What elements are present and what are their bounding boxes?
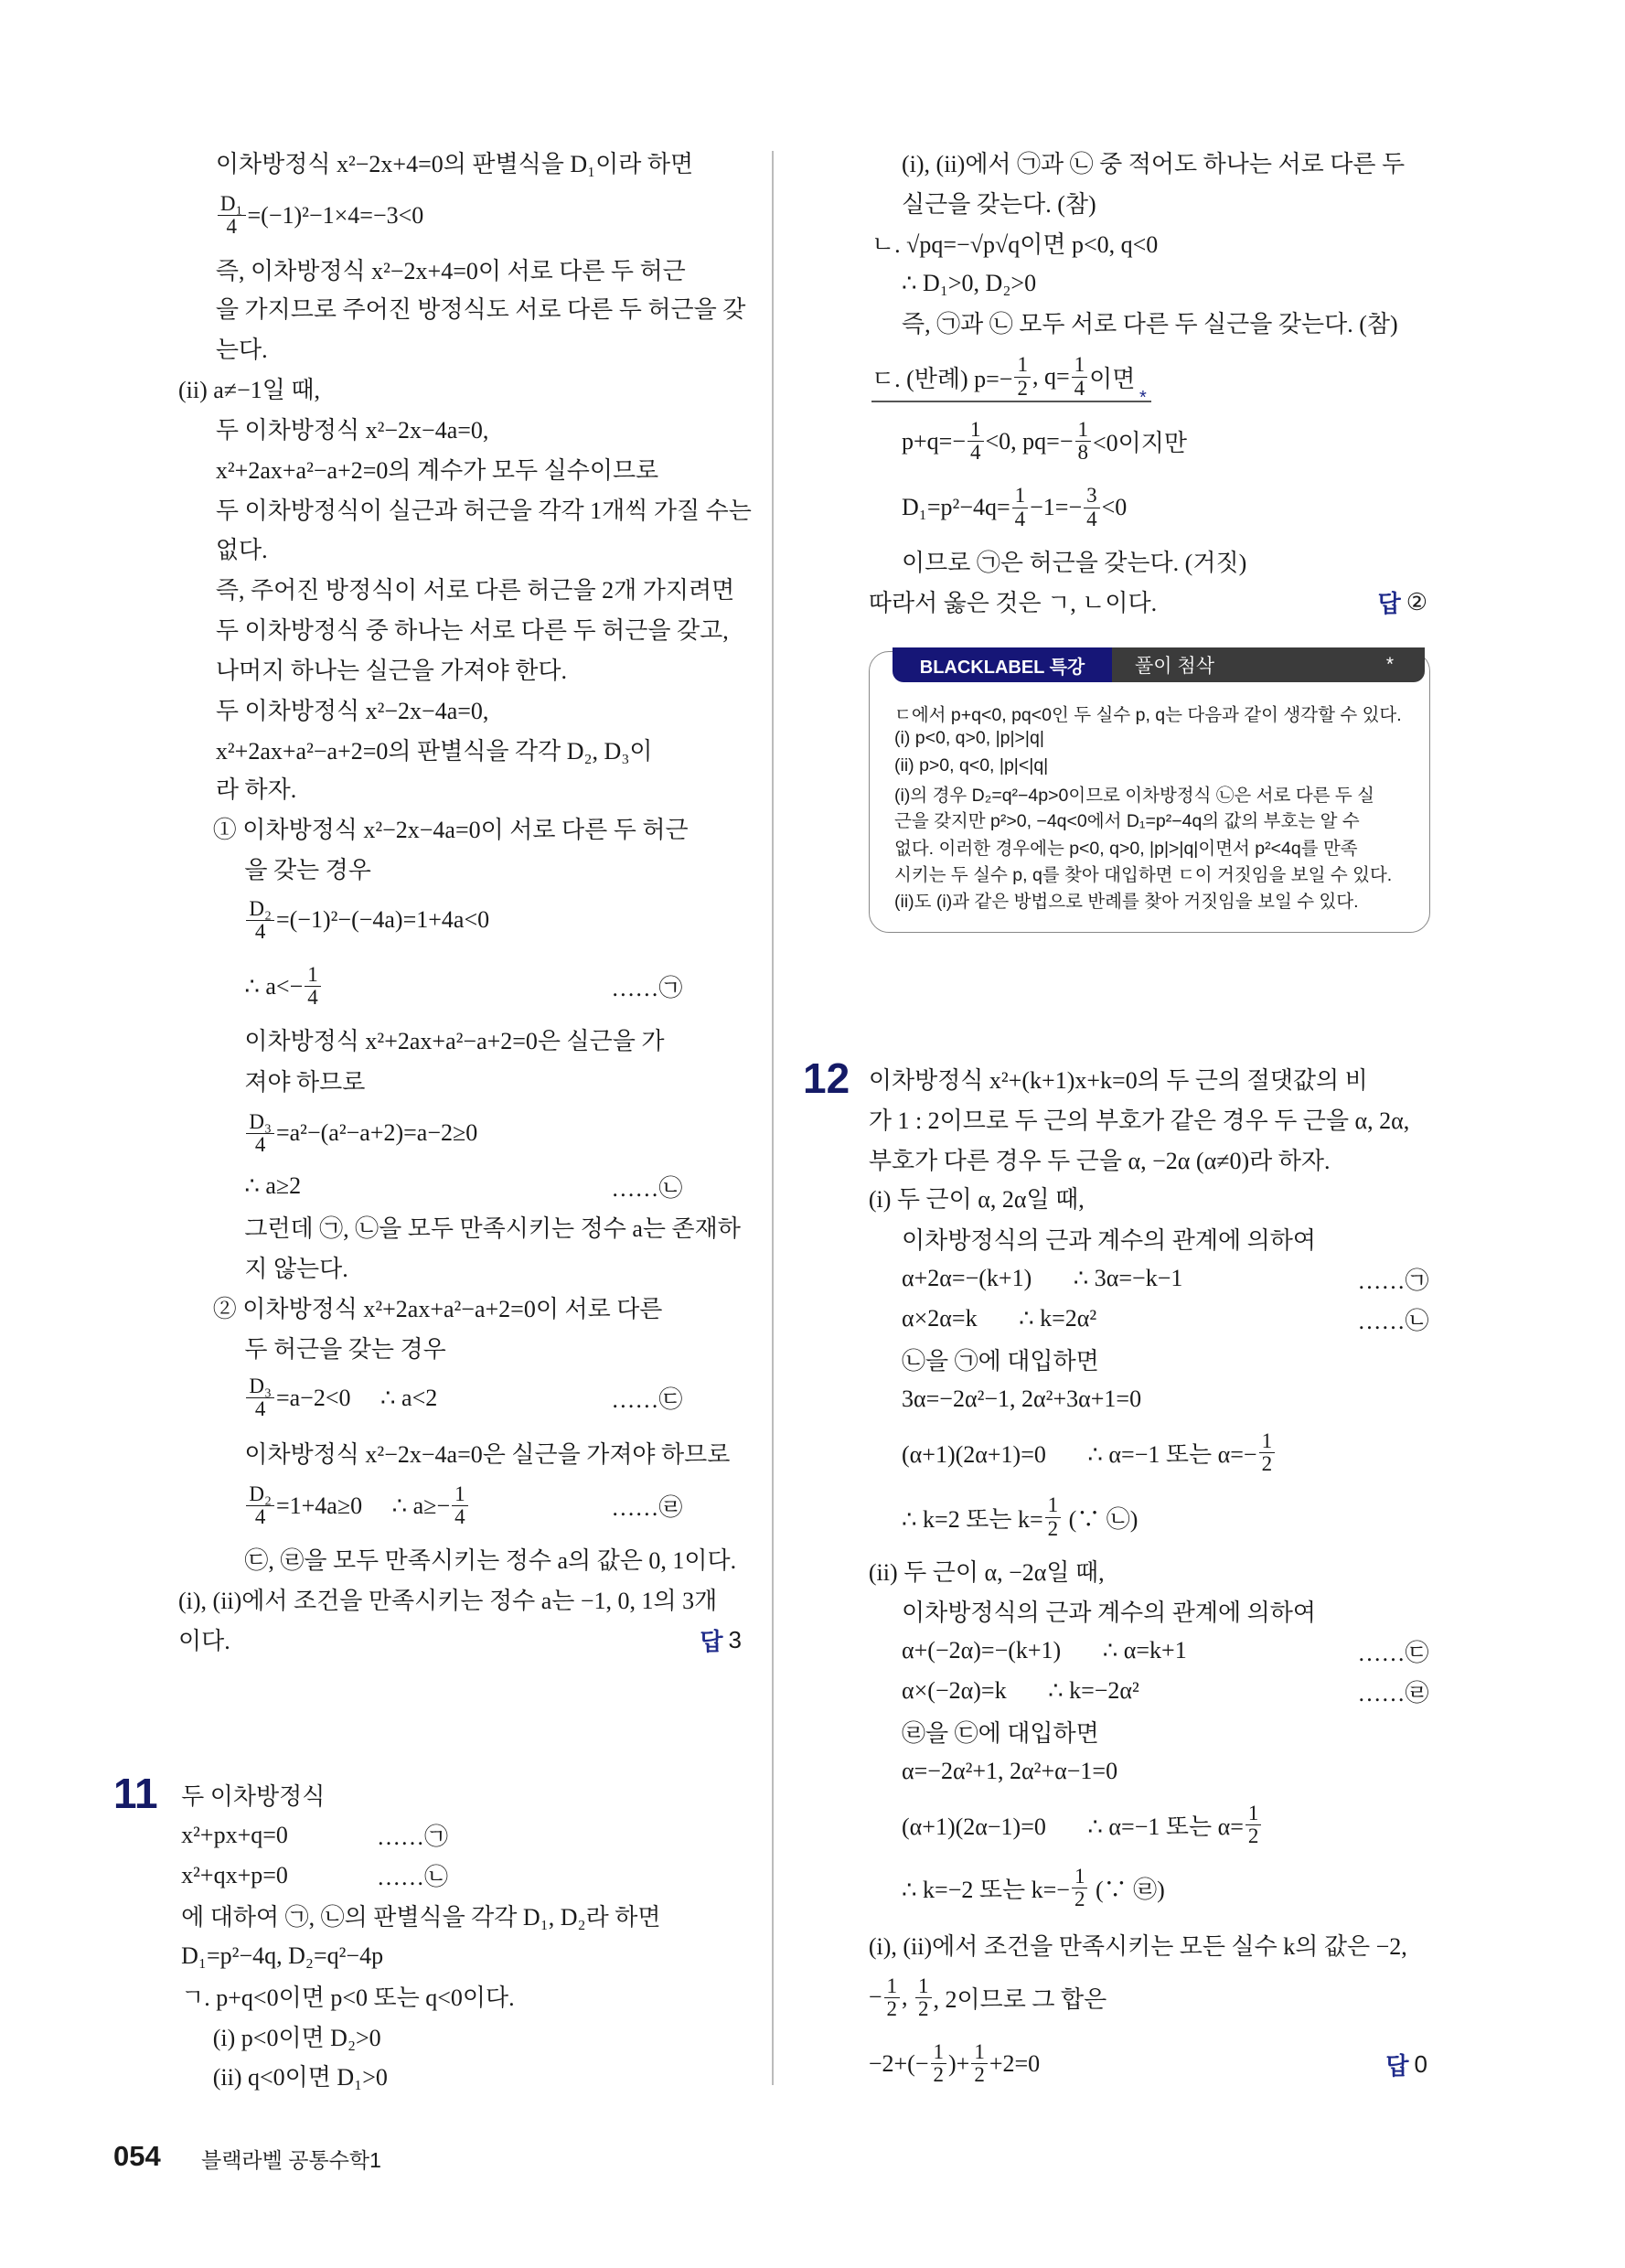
text-segment: −2+(− — [868, 2049, 929, 2077]
equation-marker: ……㉠ — [611, 975, 683, 1002]
text-segment: =(−1)²−(−4a)=1+4a<0 — [275, 906, 490, 934]
text-segment: 두 이차방정식 x²−2x−4a=0, — [215, 697, 489, 724]
answer-label: 답 — [700, 1627, 723, 1655]
text-segment: ㉣을 ㉢에 대입하면 — [902, 1719, 1099, 1747]
text-line — [216, 187, 423, 245]
fraction — [246, 1111, 274, 1156]
text-line — [902, 412, 1187, 471]
text-segment: α=−2α²+1, 2α²+α−1=0 — [902, 1758, 1118, 1785]
text-segment: 두 이차방정식 중 하나는 서로 다른 두 허근을 갖고, — [215, 616, 729, 644]
text-segment: 나머지 하나는 실근을 가져야 한다. — [215, 657, 567, 684]
problem-number-11: 11 — [113, 1770, 158, 1817]
text-segment: 부호가 다른 경우 두 근을 α, −2α (α≠0)라 하자. — [868, 1148, 1331, 1175]
text-line — [869, 1915, 1407, 1974]
denominator: 4 — [307, 986, 318, 1010]
text-segment: (α+1)(2α+1)=0 ∴ α=−1 또는 α=− — [902, 1440, 1257, 1468]
text-segment: =(−1)²−1×4=−3<0 — [247, 201, 424, 229]
text-segment: 이면 — [1089, 365, 1136, 392]
equation-marker: ……㉣ — [611, 1494, 683, 1521]
equation-marker: ……㉠ — [377, 1824, 449, 1851]
text-segment: (∵ ㉣) — [1089, 1877, 1165, 1904]
fraction — [1259, 1430, 1276, 1475]
fraction — [246, 898, 274, 943]
numerator: 1 — [1072, 354, 1088, 377]
text-segment: ㄷ. (반례) p=− — [871, 365, 1013, 392]
text-line — [216, 134, 693, 192]
blacklabel-line: 시키는 두 실수 p, q를 찾아 대입하면 ㄷ이 거짓임을 보일 수 있다. — [894, 864, 1393, 885]
text-line — [213, 2046, 388, 2104]
text-segment: <0이지만 — [1093, 430, 1188, 457]
numerator: 3 — [1084, 485, 1100, 508]
text-segment: , q= — [1032, 363, 1070, 390]
text-segment: 이차방정식 x²−2x+4=0의 판별식을 D₁이라 하면 — [215, 151, 694, 178]
numerator: 1 — [1075, 419, 1092, 442]
denominator: 4 — [254, 1132, 266, 1156]
text-segment: (i) 두 근이 α, 2α일 때, — [868, 1186, 1085, 1214]
text-segment: 이다. — [178, 1628, 230, 1655]
denominator: 2 — [1074, 1888, 1085, 1911]
numerator: 1 — [1045, 1494, 1062, 1517]
blacklabel-tab-label: 풀이 첨삭 — [1135, 656, 1214, 677]
text-segment: 이차방정식의 근과 계수의 관계에 의하여 — [902, 1599, 1316, 1626]
text-segment: p+q=− — [902, 427, 967, 455]
numerator: D₂ — [246, 898, 274, 921]
denominator: 2 — [1017, 376, 1028, 400]
text-segment: (i), (ii)에서 조건을 만족시키는 모든 실수 k의 값은 −2, — [868, 1932, 1407, 1960]
blacklabel-header — [893, 647, 1425, 682]
answer-label: 답 — [1385, 2051, 1409, 2080]
text-line — [216, 279, 745, 337]
text-line — [216, 480, 752, 539]
text-segment: 두 이차방정식 — [181, 1783, 326, 1811]
denominator: 8 — [1077, 441, 1089, 465]
fraction — [915, 1975, 932, 2020]
text-segment: ∴ a<− — [244, 972, 304, 1000]
denominator: 4 — [254, 1397, 266, 1421]
numerator: D₃ — [246, 1375, 274, 1398]
text-segment: ㄱ. p+q<0이면 p<0 또는 q<0이다. — [181, 1984, 515, 2012]
fraction — [246, 1483, 274, 1528]
text-line — [869, 572, 1157, 630]
text-segment: +2=0 — [989, 2049, 1041, 2077]
text-segment: ∴ k=2 또는 k= — [902, 1505, 1043, 1533]
text-line — [902, 1370, 1141, 1428]
text-segment: 즉, 이차방정식 x²−2x+4=0이 서로 다른 두 허근 — [215, 257, 686, 284]
denominator: 4 — [454, 1505, 465, 1528]
text-segment: 실근을 갖는다. (참) — [902, 191, 1096, 219]
text-segment: 져야 하므로 — [244, 1068, 366, 1096]
text-line — [244, 1477, 469, 1535]
fraction — [1045, 1494, 1062, 1539]
denominator: 2 — [918, 1996, 929, 2020]
text-segment: α+2α=−(k+1) ∴ 3α=−k−1 — [902, 1265, 1183, 1292]
denominator: 4 — [1074, 376, 1085, 400]
text-line — [902, 1742, 1117, 1801]
problem-number-12: 12 — [803, 1054, 850, 1102]
text-segment: =a−2<0 ∴ a<2 — [275, 1384, 438, 1411]
blacklabel-line: (i)의 경우 D₂=q²−4p>0이므로 이차방정식 ㉡은 서로 다른 두 실 — [894, 786, 1374, 807]
fraction — [1014, 354, 1031, 399]
denominator: 2 — [974, 2063, 985, 2087]
equation-marker: ……㉣ — [1357, 1679, 1429, 1706]
equation-marker: ……㉢ — [1357, 1639, 1429, 1666]
text-segment: ∴ D₁>0, D₂>0 — [902, 269, 1037, 296]
fraction — [1245, 1803, 1262, 1847]
text-segment: 따라서 옳은 것은 ㄱ, ㄴ이다. — [868, 589, 1158, 616]
text-line — [871, 348, 1135, 406]
denominator: 4 — [226, 215, 237, 239]
equation-marker: ……㉡ — [611, 1174, 683, 1202]
answer-q11 — [1378, 572, 1427, 631]
fraction — [452, 1483, 468, 1528]
denominator: 4 — [254, 919, 266, 943]
text-segment: 즉, ㉠과 ㉡ 모두 서로 다른 두 실근을 갖는다. (참) — [902, 310, 1398, 337]
denominator: 2 — [1261, 1451, 1273, 1475]
text-line — [244, 1104, 477, 1162]
counterexample-star: * — [1139, 388, 1147, 408]
text-line — [178, 1610, 230, 1669]
blacklabel-title: BLACKLABEL 특강 — [893, 647, 1112, 682]
fraction — [305, 964, 321, 1009]
denominator: 2 — [1247, 1824, 1259, 1848]
text-segment: −1=− — [1030, 494, 1083, 521]
fraction — [968, 419, 984, 464]
answer-value: 3 — [728, 1625, 742, 1653]
numerator: 1 — [452, 1483, 468, 1506]
blacklabel-line: ㄷ에서 p+q<0, pq<0인 두 실수 p, q는 다음과 같이 생각할 수 있다. — [894, 705, 1402, 725]
numerator: D₂ — [246, 1483, 274, 1506]
text-segment: x²+2ax+a²−a+2=0의 계수가 모두 실수이므로 — [215, 457, 659, 485]
denominator: 4 — [1086, 507, 1097, 530]
text-segment: ㉡을 ㉠에 대입하면 — [902, 1347, 1099, 1375]
text-segment: 3α=−2α²−1, 2α²+3α+1=0 — [902, 1385, 1142, 1413]
answer-label: 답 — [1377, 589, 1401, 617]
fraction — [1084, 485, 1100, 530]
text-segment: 두 허근을 갖는 경우 — [244, 1336, 446, 1364]
fraction — [1072, 354, 1088, 399]
numerator: 1 — [915, 1975, 932, 1998]
answer-q12 — [1385, 2035, 1427, 2093]
text-segment: (ii) a≠−1일 때, — [178, 377, 320, 404]
text-segment: x²+px+q=0 — [181, 1821, 288, 1848]
fraction — [971, 2041, 988, 2086]
text-segment: ㉢, ㉣을 모두 만족시키는 정수 a의 값은 0, 1이다. — [244, 1547, 737, 1575]
numerator: 1 — [1014, 354, 1031, 377]
column-divider — [772, 151, 774, 2085]
text-line — [902, 478, 1127, 537]
text-segment: (i), (ii)에서 조건을 만족시키는 정수 a는 −1, 0, 1의 3개 — [178, 1588, 718, 1615]
text-line — [902, 1859, 1165, 1918]
equation-marker: ……㉡ — [1357, 1307, 1429, 1334]
text-segment: − — [868, 1984, 882, 2011]
fraction — [1072, 1866, 1088, 1910]
text-line — [902, 1423, 1277, 1482]
text-segment: ∴ k=−2 또는 k=− — [902, 1877, 1070, 1904]
text-segment: =1+4a≥0 ∴ a≥− — [275, 1492, 451, 1519]
text-segment: α×(−2α)=k ∴ k=−2α² — [902, 1677, 1139, 1705]
text-segment: 을 가지므로 주어진 방정식도 서로 다른 두 허근을 갖 — [215, 296, 746, 324]
text-segment: ㄴ. √pq=−√p√q이면 p<0, q<0 — [871, 231, 1159, 259]
text-segment: (i), (ii)에서 ㉠과 ㉡ 중 적어도 하나는 서로 다른 두 — [902, 151, 1406, 178]
text-segment: 이차방정식 x²+(k+1)x+k=0의 두 근의 절댓값의 비 — [868, 1066, 1368, 1094]
blacklabel-tab — [1112, 647, 1425, 682]
text-segment: α×2α=k ∴ k=2α² — [902, 1305, 1097, 1332]
answer-value: ② — [1406, 587, 1427, 615]
denominator: 2 — [933, 2063, 944, 2087]
equation-marker: ……㉠ — [1357, 1267, 1429, 1294]
text-segment: 라 하자. — [215, 776, 297, 804]
denominator: 2 — [1047, 1516, 1059, 1540]
text-segment: 가 1 : 2이므로 두 근의 부호가 같은 경우 두 근을 α, 2α, — [868, 1107, 1410, 1134]
text-line — [902, 293, 1398, 351]
text-segment: 이므로 ㉠은 허근을 갖는다. (거짓) — [902, 549, 1247, 576]
text-segment: (∵ ㉡) — [1063, 1505, 1139, 1533]
text-segment: =a²−(a²−a+2)=a−2≥0 — [275, 1119, 478, 1147]
text-segment: (i) p<0이면 D₂>0 — [212, 2025, 381, 2052]
text-segment: 두 이차방정식이 실근과 허근을 각각 1개씩 가질 수는 — [215, 497, 752, 525]
fraction — [246, 1375, 274, 1420]
fraction — [884, 1975, 901, 2020]
text-line — [244, 957, 322, 1016]
numerator: 1 — [931, 2041, 947, 2064]
text-segment: ∴ a≥2 — [244, 1172, 302, 1200]
text-segment: (α+1)(2α−1)=0 ∴ α=−1 또는 α= — [902, 1813, 1244, 1841]
text-segment: 두 이차방정식 x²−2x−4a=0, — [215, 417, 489, 444]
denominator: 2 — [886, 1996, 898, 2020]
equation-marker: ……㉢ — [611, 1386, 683, 1414]
text-segment: 는다. — [215, 337, 268, 364]
numerator: 1 — [1245, 1803, 1262, 1825]
asterisk-icon: * — [1385, 654, 1394, 675]
answer-value: 0 — [1414, 2049, 1427, 2078]
text-line — [244, 891, 489, 949]
text-segment: 지 않는다. — [244, 1255, 348, 1282]
text-segment: , 2이므로 그 합은 — [933, 1985, 1107, 2013]
text-line — [244, 1423, 730, 1482]
counterexample-underline — [871, 401, 1151, 402]
blacklabel-line: 근을 갖지만 p²>0, −4q<0에서 D₁=p²−4q의 값의 부호는 알 수 — [894, 811, 1360, 832]
text-segment: <0, pq=− — [985, 427, 1074, 455]
text-segment: α+(−2α)=−(k+1) ∴ α=k+1 — [902, 1637, 1187, 1664]
text-segment: 그런데 ㉠, ㉡을 모두 만족시키는 정수 a는 존재하 — [244, 1214, 741, 1242]
text-segment: , — [902, 1984, 914, 2011]
numerator: 1 — [1072, 1866, 1088, 1888]
text-line — [902, 1488, 1138, 1546]
page-number: 054 — [113, 2140, 161, 2172]
text-segment: (ii) 두 근이 α, −2α일 때, — [868, 1558, 1105, 1586]
text-segment: D₁=p²−4q, D₂=q²−4p — [181, 1942, 384, 1969]
equation-marker: ……㉡ — [377, 1864, 449, 1891]
text-segment: )+ — [948, 2049, 970, 2077]
text-segment: 즉, 주어진 방정식이 서로 다른 허근을 2개 가지려면 — [215, 576, 735, 604]
numerator: 1 — [971, 2041, 988, 2064]
text-line — [244, 840, 371, 898]
text-segment: ① 이차방정식 x²−2x−4a=0이 서로 다른 두 허근 — [212, 817, 689, 844]
numerator: 1 — [305, 964, 321, 987]
text-segment: x²+2ax+a²−a+2=0의 판별식을 각각 D₂, D₃이 — [215, 737, 653, 765]
numerator: 1 — [1259, 1430, 1276, 1453]
numerator: D₁ — [218, 193, 246, 216]
blacklabel-line: (i) p<0, q>0, |p|>|q| — [894, 727, 1044, 748]
text-line — [178, 1570, 717, 1629]
denominator: 4 — [970, 441, 981, 465]
text-segment: D₁=p²−4q= — [902, 494, 1010, 521]
text-segment: (ii) q<0이면 D₁>0 — [212, 2063, 388, 2091]
text-segment: <0 — [1101, 494, 1128, 521]
answer-q10 — [700, 1610, 742, 1669]
text-line — [869, 2035, 1040, 2093]
blacklabel-line: (ii) p>0, q<0, |p|<|q| — [894, 754, 1049, 776]
fraction — [931, 2041, 947, 2086]
numerator: 1 — [884, 1975, 901, 1998]
denominator: 4 — [1014, 507, 1026, 530]
numerator: 1 — [968, 419, 984, 442]
fraction — [218, 193, 246, 238]
text-segment: 을 갖는 경우 — [244, 857, 371, 884]
text-segment: 이차방정식 x²+2ax+a²−a+2=0은 실근을 가 — [244, 1028, 665, 1055]
fraction — [1012, 485, 1029, 530]
text-segment: 없다. — [215, 536, 268, 563]
text-segment: 이차방정식 x²−2x−4a=0은 실근을 가져야 하므로 — [244, 1440, 731, 1468]
text-segment: 이차방정식의 근과 계수의 관계에 의하여 — [902, 1226, 1316, 1254]
text-segment: 에 대하여 ㉠, ㉡의 판별식을 각각 D₁, D₂라 하면 — [181, 1904, 661, 1931]
numerator: D₃ — [246, 1111, 274, 1134]
text-line — [244, 1051, 365, 1109]
denominator: 4 — [254, 1505, 266, 1528]
blacklabel-line: (ii)도 (i)과 같은 방법으로 반례를 찾아 거짓임을 보일 수 있다. — [894, 892, 1359, 913]
blacklabel-line: 없다. 이러한 경우에는 p<0, q>0, |p|>|q|이면서 p²<4q를 만족 — [894, 839, 1358, 860]
fraction — [1075, 419, 1092, 464]
text-line — [869, 1968, 1106, 2027]
numerator: 1 — [1012, 485, 1029, 508]
text-segment: x²+qx+p=0 — [181, 1861, 288, 1888]
text-segment: ② 이차방정식 x²+2ax+a²−a+2=0이 서로 다른 — [212, 1295, 663, 1322]
text-line — [902, 1796, 1263, 1855]
text-line — [244, 1369, 437, 1428]
book-title: 블랙라벨 공통수학1 — [201, 2148, 381, 2172]
